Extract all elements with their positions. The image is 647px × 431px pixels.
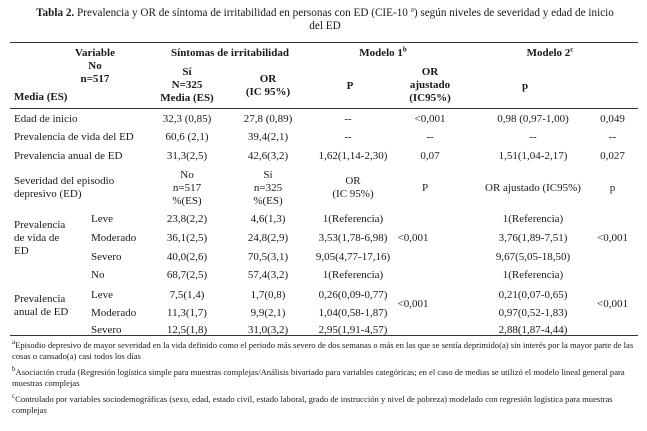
row-cell: 1(Referencia) [322,213,384,225]
row-cell: 31,0(3,2) [247,324,289,336]
row-cell: 9,05(4,77-17,16) [315,251,391,263]
row-cell: 42,6(3,2) [247,150,289,162]
row-cell: 0,26(0,09-0,77) [318,289,388,301]
row-cell: 1(Referencia) [502,269,564,281]
row-label: Prevalencia anual de ED [14,150,123,162]
row-cell: 60,6 (2,1) [165,131,209,143]
row-cell: 57,4(3,2) [247,269,289,281]
row-cell: 68,7(2,5) [166,269,208,281]
group-anual-label-1: Prevalencia [14,293,66,305]
severity-p: P [421,182,429,194]
row-cell: 0,049 [600,113,625,125]
row-cell: 0,97(0,52-1,83) [498,307,568,319]
group-anual-p2: <0,001 [597,298,628,310]
footnote-b-text: Asociación cruda (Regresión logística simple para muestras complejas/Análisis bivariado para variables categóricas; en el caso de medias se utilizó el modelo lineal general para muestras complejas [12,367,625,388]
footnote-a-text: Episodio depresivo de mayor severidad en la vida definido como el periodo más severo de dos semanas o más en las que se sentía deprimido(a) sin interés por la mayor parte de las cosas o cansado(a) casi todos los días [12,340,634,361]
footnote-b-mark: b [12,365,16,374]
footnote-c-text: Controlado por variables sociodemográficas (sexo, edad, estado civil, estado laboral, grado de instrucción y nivel de pobreza) modelado con regresión logística para muestras complejas [12,394,613,415]
footnote-c [12,394,637,416]
rule-top [10,42,638,43]
row-cell: 4,6(1,3) [250,213,286,225]
severity-es-si: %(ES) [253,195,283,207]
table-label: Tabla 2. [36,7,75,19]
table-title [10,7,640,33]
row-cell: 32,3 (0,85) [162,113,212,125]
severity-p2: p [609,182,616,194]
severity-label-1: Severidad del episodio [14,175,115,187]
severity-n: n=517 [172,182,202,194]
title-footnote-mark: a [410,5,414,14]
severity-no: No [180,169,194,181]
header-no: No [88,60,102,72]
group-vida-p: <0,001 [397,232,429,244]
footnote-b [12,367,637,389]
row-cell: 0,98 (0,97-1,00) [497,113,569,125]
row-cell: 3,53(1,78-6,98) [318,232,388,244]
footnote-a-mark: a [12,338,16,347]
row-cell: 1,04(0,58-1,87) [318,307,388,319]
header-p1: P [346,80,354,92]
title-text-cont: ) según niveles de severidad y edad de inicio [413,7,614,19]
level-label: Severo [91,251,122,263]
row-cell: -- [344,131,352,143]
header-ic: (IC 95%) [245,86,291,98]
level-label: Moderado [91,307,137,319]
header-modelo1 [318,47,448,60]
level-label: Leve [91,213,113,225]
header-or: OR [259,73,277,85]
group-vida-label-1: Prevalencia [14,219,66,231]
title-text: Prevalencia y OR de síntoma de irritabilidad en personas con ED (CIE-10 [77,7,408,19]
severity-n-si: n=325 [253,182,283,194]
level-label: Leve [91,289,113,301]
footnote-a [12,340,637,362]
row-cell: 24,8(2,9) [247,232,289,244]
row-cell: 70,5(3,1) [247,251,289,263]
row-cell: 2,88(1,87-4,44) [498,324,568,336]
group-vida-label-2: de vida de [14,232,60,244]
row-cell: 1(Referencia) [322,269,384,281]
row-cell: -- [529,131,537,143]
group-vida-p2: <0,001 [597,232,628,244]
severity-ic: (IC 95%) [332,188,374,200]
row-cell: 39,4(2,1) [247,131,289,143]
row-label: Edad de inicio [14,113,78,125]
footnote-c-mark: c [12,392,16,401]
row-cell: 7,5(1,4) [169,289,205,301]
row-cell: 0,07 [420,150,440,162]
group-anual-p: <0,001 [397,298,429,310]
severity-or: OR [345,175,361,187]
row-cell: -- [344,113,352,125]
level-label: Severo [91,324,122,336]
row-cell: 2,95(1,91-4,57) [318,324,388,336]
header-modelo2-mark: c [570,45,574,54]
severity-es: %(ES) [172,195,202,207]
row-cell: 11,3(1,7) [167,307,207,319]
header-modelo2 [500,47,600,60]
header-sintomas: Síntomas de irritabilidad [171,47,289,59]
header-variable: Variable [75,47,115,59]
header-si: Sí [182,66,192,78]
header-ajustado: ajustado [409,79,451,91]
row-cell: <0,001 [414,113,446,125]
header-media: Media (ES) [14,91,68,103]
header-modelo1-text: Modelo 1 [359,47,403,59]
group-anual-label-2: anual de ED [14,306,69,318]
row-cell: 0,21(0,07-0,65) [498,289,568,301]
header-media-si: Media (ES) [160,92,214,104]
level-label: No [91,269,105,281]
row-cell: -- [426,131,434,143]
row-cell: 3,76(1,89-7,51) [498,232,568,244]
row-cell: 27,8 (0,89) [243,113,293,125]
row-cell: 1,62(1,14-2,30) [318,150,388,162]
header-modelo2-text: Modelo 2 [526,47,571,59]
header-n: n=517 [80,73,110,85]
row-cell: 1(Referencia) [502,213,564,225]
rule-header-bottom [10,108,638,109]
header-ic95: (IC95%) [409,92,451,104]
row-cell: 1,7(0,8) [250,289,286,301]
row-cell: 31,3(2,5) [166,150,208,162]
header-modelo1-mark: b [402,45,407,54]
header-n-si: N=325 [171,79,203,91]
header-p2: p [521,80,529,92]
severity-label-2: depresivo (ED) [14,188,82,200]
row-cell: -- [608,131,617,143]
group-vida-label-3: ED [14,245,29,257]
row-cell: 40,0(2,6) [166,251,208,263]
row-cell: 1,51(1,04-2,17) [498,150,568,162]
header-or-aj: OR [421,66,439,78]
level-label: Moderado [91,232,137,244]
title-text-line2: del ED [309,20,341,32]
row-cell: 23,8(2,2) [166,213,208,225]
row-cell: 0,027 [600,150,625,162]
row-cell: 12,5(1,8) [166,324,208,336]
row-cell: 9,67(5,05-18,50) [495,251,571,263]
row-cell: 9,9(2,1) [250,307,286,319]
severity-si: Sí [263,169,273,181]
row-label: Prevalencia de vida del ED [14,131,134,143]
severity-or-aj: OR ajustado (IC95%) [485,182,581,194]
row-cell: 36,1(2,5) [166,232,208,244]
